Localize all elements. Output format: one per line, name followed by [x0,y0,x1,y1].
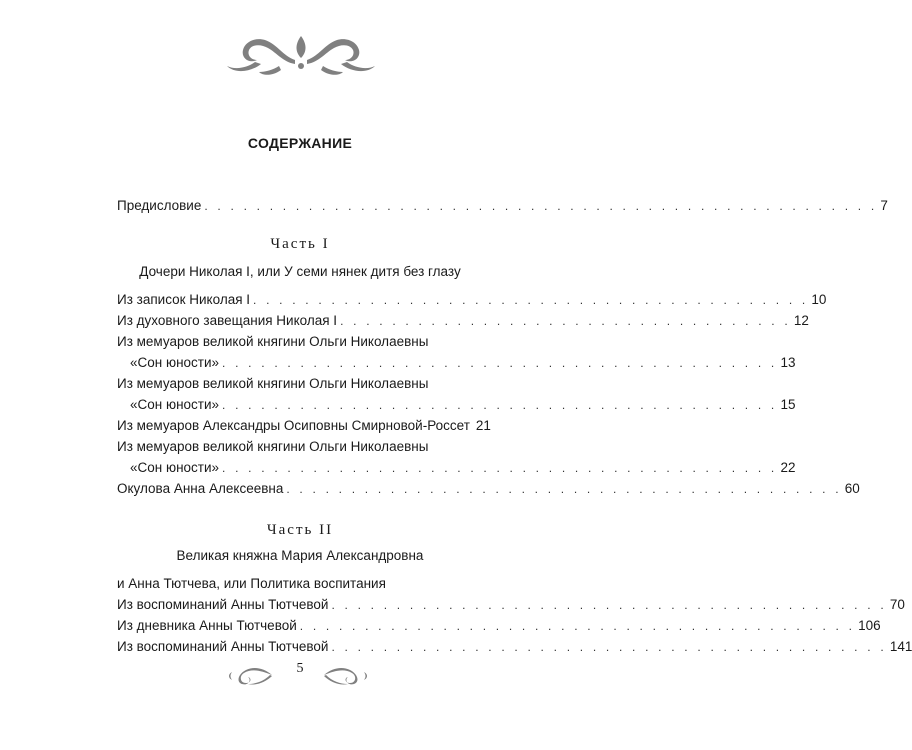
entry-subtitle: «Сон юности» [130,355,220,370]
entry-page: 15 [780,397,796,412]
toc-entry-line[interactable]: Из мемуаров великой княгини Ольги Николаевны [117,334,429,349]
toc-entry[interactable] [130,355,796,375]
leader-dots: . . . . . . . . . . . . . . . . . . . . . . . . . . . . . . . . . . . . . . . . . . . [331,640,887,654]
part-heading: Часть I [270,236,330,252]
ornament-right-icon [322,662,370,688]
entry-page: 10 [811,292,827,307]
leader-dots: . . . . . . . . . . . . . . . . . . . . . . . . . . . . . . . . . . . . . . . . . . . . . . . . . . . . [204,199,878,213]
toc-entry[interactable] [117,597,905,617]
toc-entry-preface[interactable] [117,198,888,218]
part-subtitle-continued: и Анна Тютчева, или Политика воспитания [117,576,386,591]
entry-page: 22 [780,460,796,475]
entry-title: Из дневника Анны Тютчевой [117,618,297,633]
leader-dots: . . . . . . . . . . . . . . . . . . . . . . . . . . . . . . . . . . . [340,314,791,328]
entry-page: 60 [844,481,860,496]
entry-subtitle: «Сон юности» [130,460,220,475]
toc-entry[interactable] [130,397,796,417]
entry-page: 106 [858,618,881,633]
leader-dots: . . . . . . . . . . . . . . . . . . . . . . . . . . . . . . . . . . . . . . . . . . . [222,461,778,475]
entry-title: Из духовного завещания Николая I [117,313,338,328]
toc-entry[interactable] [117,481,860,501]
toc-entry[interactable] [117,418,491,438]
entry-title: Из воспоминаний Анны Тютчевой [117,597,329,612]
entry-page: 12 [793,313,809,328]
leader-dots: . . . . . . . . . . . . . . . . . . . . . . . . . . . . . . . . . . . . . . . . . . . [222,356,778,370]
toc-entry[interactable] [117,313,809,333]
entry-page: 13 [780,355,796,370]
toc-entry[interactable] [130,460,796,480]
entry-title: Предисловие [117,198,202,213]
entry-subtitle: «Сон юности» [130,397,220,412]
leader-dots: . . . . . . . . . . . . . . . . . . . . . . . . . . . . . . . . . . . . . . . . . . . [299,619,856,633]
part-heading: Часть II [266,522,334,538]
toc-entry[interactable] [117,618,881,638]
entry-page: 7 [880,198,888,213]
entry-title: Из записок Николая I [117,292,251,307]
entry-title: Из воспоминаний Анны Тютчевой [117,639,329,654]
leader-dots: . . . . . . . . . . . . . . . . . . . . . . . . . . . . . . . . . . . . . . . . . . . [331,598,887,612]
leader-dots: . . . . . . . . . . . . . . . . . . . . . . . . . . . . . . . . . . . . . . . . . . . [253,293,809,307]
entry-title: Из мемуаров Александры Осиповны Смирновой-Россет [117,418,470,433]
toc-entry-line[interactable]: Из мемуаров великой княгини Ольги Николаевны [117,376,429,391]
toc-entry-line[interactable]: Из мемуаров великой княгини Ольги Николаевны [117,439,429,454]
leader-dots: . . . . . . . . . . . . . . . . . . . . . . . . . . . . . . . . . . . . . . . . . . . [286,482,842,496]
leader-dots: . . . . . . . . . . . . . . . . . . . . . . . . . . . . . . . . . . . . . . . . . . . [222,398,778,412]
entry-page: 70 [889,597,905,612]
part-subtitle: Дочери Николая I, или У семи нянек дитя без глазу [139,264,461,279]
page-title: СОДЕРЖАНИЕ [247,135,353,151]
ornament-icon [221,30,381,78]
entry-page: 21 [475,418,491,433]
entry-title: Окулова Анна Алексеевна [117,481,284,496]
page-number: 5 [296,661,304,676]
toc-entry[interactable] [117,292,827,312]
entry-page: 141 [889,639,912,654]
part-subtitle: Великая княжна Мария Александровна [176,548,424,563]
toc-entry[interactable] [117,639,912,659]
